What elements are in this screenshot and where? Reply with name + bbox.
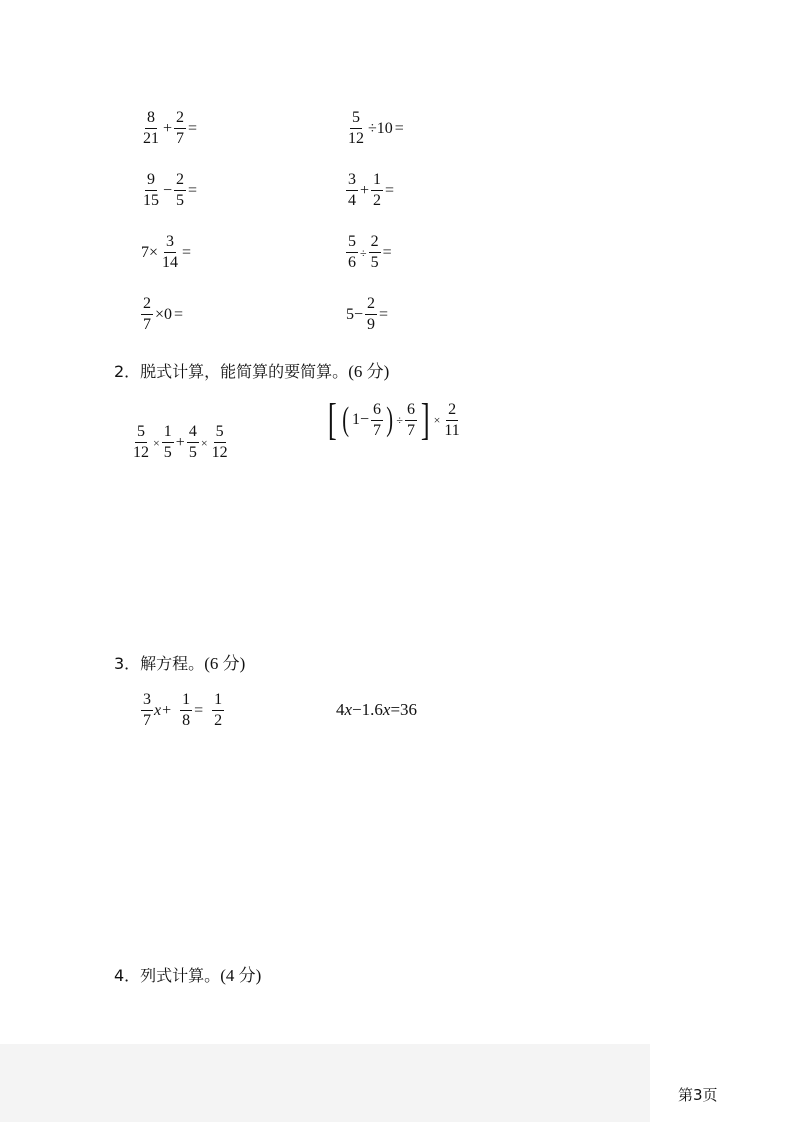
fraction: $\frac{5}{6}$ xyxy=(348,233,356,271)
problem-1: $\frac{8}{21}$ + $\frac{2}{7}$ = xyxy=(143,109,198,147)
fraction: $\frac{2}{7}$ xyxy=(143,295,151,333)
equation-3-2: 4 x −1.6 x =36 xyxy=(336,700,418,719)
expression-2-1: $\frac{5}{12}$ × $\frac{1}{5}$ + $\frac{4}{5}$ × $\frac{5}{12}$ xyxy=(133,423,228,461)
fraction: $\frac{1}{5}$ xyxy=(163,423,172,461)
problem-7: $\frac{2}{7}$ ×0 = xyxy=(143,295,184,333)
fraction: $\frac{5}{12}$ xyxy=(348,109,364,147)
fraction: $\frac{2}{5}$ xyxy=(370,233,379,271)
problem-4: $\frac{3}{4}$ + $\frac{1}{2}$ = xyxy=(348,171,395,209)
section-2-heading: 2．脱式计算，能简算的要简算。(6 分) xyxy=(114,362,390,381)
problem-3: $\frac{9}{15}$ − $\frac{2}{5}$ = xyxy=(143,171,198,209)
fraction: $\frac{5}{12}$ xyxy=(211,423,228,461)
equation-3-1: $\frac{3}{7}$ x + $\frac{1}{8}$ = $\frac{1}{2}$ xyxy=(143,691,223,729)
problem-2: $\frac{5}{12}$ ÷10 = xyxy=(348,109,404,147)
fraction: $\frac{8}{21}$ xyxy=(143,109,159,147)
fraction: $\frac{3}{7}$ xyxy=(143,691,151,729)
fraction: $\frac{2}{11}$ xyxy=(444,400,460,439)
problem-8: 5− $\frac{2}{9}$ = xyxy=(346,295,389,333)
footer-band xyxy=(0,1044,650,1122)
section-3-heading: 3．解方程。(6 分) xyxy=(114,654,246,673)
fraction: $\frac{3}{14}$ xyxy=(162,233,179,271)
fraction: $\frac{6}{7}$ xyxy=(373,400,382,439)
fraction: $\frac{2}{7}$ xyxy=(176,109,185,147)
fraction: $\frac{4}{5}$ xyxy=(188,423,197,461)
fraction: $\frac{1}{2}$ xyxy=(214,691,223,729)
fraction: $\frac{9}{15}$ xyxy=(143,171,159,209)
section-4-heading: 4．列式计算。(4 分) xyxy=(114,966,262,985)
fraction: $\frac{1}{2}$ xyxy=(373,171,382,209)
page-number: 第3页 xyxy=(678,1086,718,1104)
problem-6: $\frac{5}{6}$ ÷ $\frac{2}{5}$ = xyxy=(348,233,392,271)
problem-5: 7× $\frac{3}{14}$ = xyxy=(141,233,192,271)
fraction: $\frac{5}{12}$ xyxy=(133,423,149,461)
expression-2-2: [ ( 1− $\frac{6}{7}$ ) ÷ $\frac{6}{7}$ ] × $\frac{2}{11}$ xyxy=(327,395,460,444)
fraction: $\frac{2}{9}$ xyxy=(367,295,376,333)
fraction: $\frac{2}{5}$ xyxy=(176,171,185,209)
fraction: $\frac{3}{4}$ xyxy=(348,171,356,209)
fraction: $\frac{6}{7}$ xyxy=(406,400,415,439)
fraction: $\frac{1}{8}$ xyxy=(182,691,191,729)
